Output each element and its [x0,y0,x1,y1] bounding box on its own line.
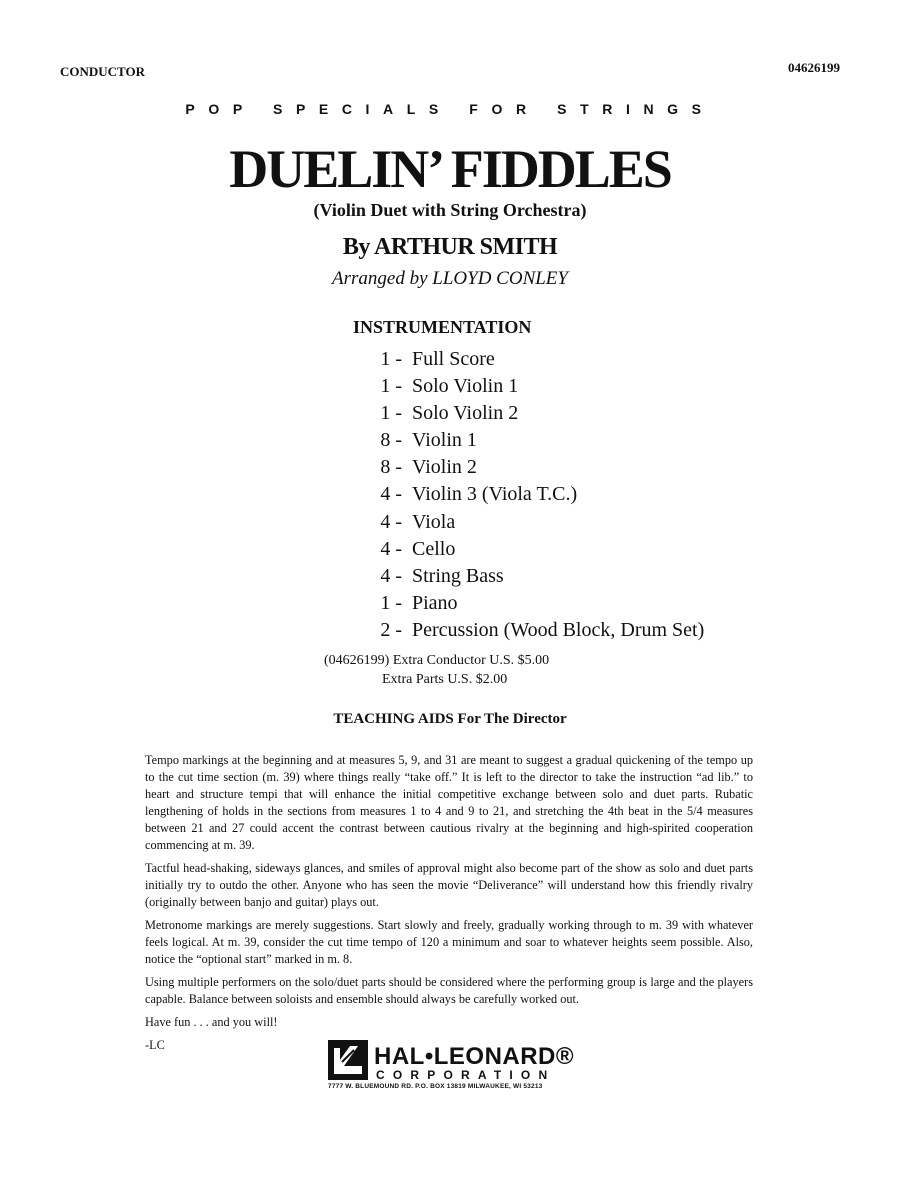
item-quantity: 1 - [380,402,402,425]
publisher-logo [328,1040,588,1095]
instrumentation-list [360,346,704,644]
note-paragraph: Metronome markings are merely suggestions. Start slowly and freely, gradually working through to m. 39 with whatever feels logical. At m. 39, consider the cut time tempo of 120 a minimum and soar to whatever heights seem possible. Also, notice the “optional start” marked in m. 8. [145,918,753,966]
list-item [360,427,704,454]
list-item [360,481,704,508]
item-quantity: 1 - [380,591,402,614]
arranger-credit: Arranged by LLOYD CONLEY [332,268,568,289]
list-item [360,373,704,400]
list-item [360,536,704,563]
item-instrument: Solo Violin 1 [412,375,519,398]
note-paragraph: Tempo markings at the beginning and at measures 5, 9, and 31 are meant to suggest a gradual quickening of the tempo up to the cut time section (m. 39) where things really “take off.” It is left to the director to take the instruction “ad lib.” to heart and structure tempi that will enhance the initial competitive exchange between solo and duet parts. Rubatic lengthening of holds in the sections from measures 1 to 4 and 9 to 21, and stretching the 4th beat in the 5/4 measures between 21 and 27 could accent the contrast between cautious rivalry at the beginning and high-spirited cooperation commencing at m. 39. [145,753,753,852]
item-instrument: Full Score [412,348,495,370]
conductor-price: (04626199) Extra Conductor U.S. $5.00 [324,653,550,668]
list-item [360,509,704,536]
item-instrument: Violin 3 (Viola T.C.) [412,483,578,506]
item-instrument: Piano [412,591,458,614]
part-label: CONDUCTOR [60,64,145,79]
list-item [360,563,704,590]
parts-price: Extra Parts U.S. $2.00 [382,672,508,687]
list-item [360,617,704,644]
item-quantity: 4 - [380,483,402,506]
list-item [360,590,704,617]
closing-line: Have fun . . . and you will! [145,1015,278,1029]
hal-leonard-logo-icon [328,1040,368,1080]
item-quantity: 4 - [380,537,402,560]
item-quantity: 1 - [380,375,402,398]
list-item [360,454,704,481]
item-quantity: 8 - [380,429,402,452]
composer-credit: By ARTHUR SMITH [342,234,558,260]
publisher-address: 7777 W. BLUEMOUND RD. P.O. BOX 13819 MILWAUKEE, WI 53213 [328,1083,543,1090]
price-block [324,651,549,689]
piece-subtitle: (Violin Duet with String Orchestra) [313,200,587,220]
item-instrument: Solo Violin 2 [412,402,519,425]
item-quantity: 8 - [380,456,402,479]
list-item [360,346,704,373]
piece-title: DUELIN’ FIDDLES [229,139,671,199]
list-item [360,400,704,427]
teaching-aids-heading: TEACHING AIDS For The Director [333,711,567,727]
series-title: POP SPECIALS FOR STRINGS [185,101,715,117]
catalog-number: 04626199 [788,60,840,75]
item-instrument: Percussion (Wood Block, Drum Set) [412,618,705,641]
item-instrument: Viola [412,510,456,533]
instrumentation-heading: INSTRUMENTATION [353,317,532,337]
note-paragraph: Tactful head-shaking, sideways glances, and smiles of approval might also become part of the show as solo and duet parts initially try to outdo the other. Anyone who has seen the movie “Deliverance” will understand how this friendly rivalry (originally between banjo and guitar) plays out. [145,861,753,909]
item-instrument: Cello [412,537,456,560]
item-quantity: 4 - [380,564,402,587]
teaching-notes [145,752,753,1060]
item-quantity: 2 - [380,618,402,641]
item-quantity: 4 - [380,510,402,533]
item-instrument: Violin 2 [412,456,477,479]
note-paragraph: Using multiple performers on the solo/duet parts should be considered where the performing group is large and the players capable. Balance between soloists and ensemble should always be carefully worked out. [145,975,753,1006]
publisher-corporation: CORPORATION [376,1068,556,1082]
publisher-name: HAL•LEONARD® [374,1043,575,1070]
signature: -LC [145,1038,165,1052]
item-instrument: Violin 1 [412,429,477,452]
item-instrument: String Bass [412,564,504,587]
item-quantity: 1 - [380,348,402,370]
